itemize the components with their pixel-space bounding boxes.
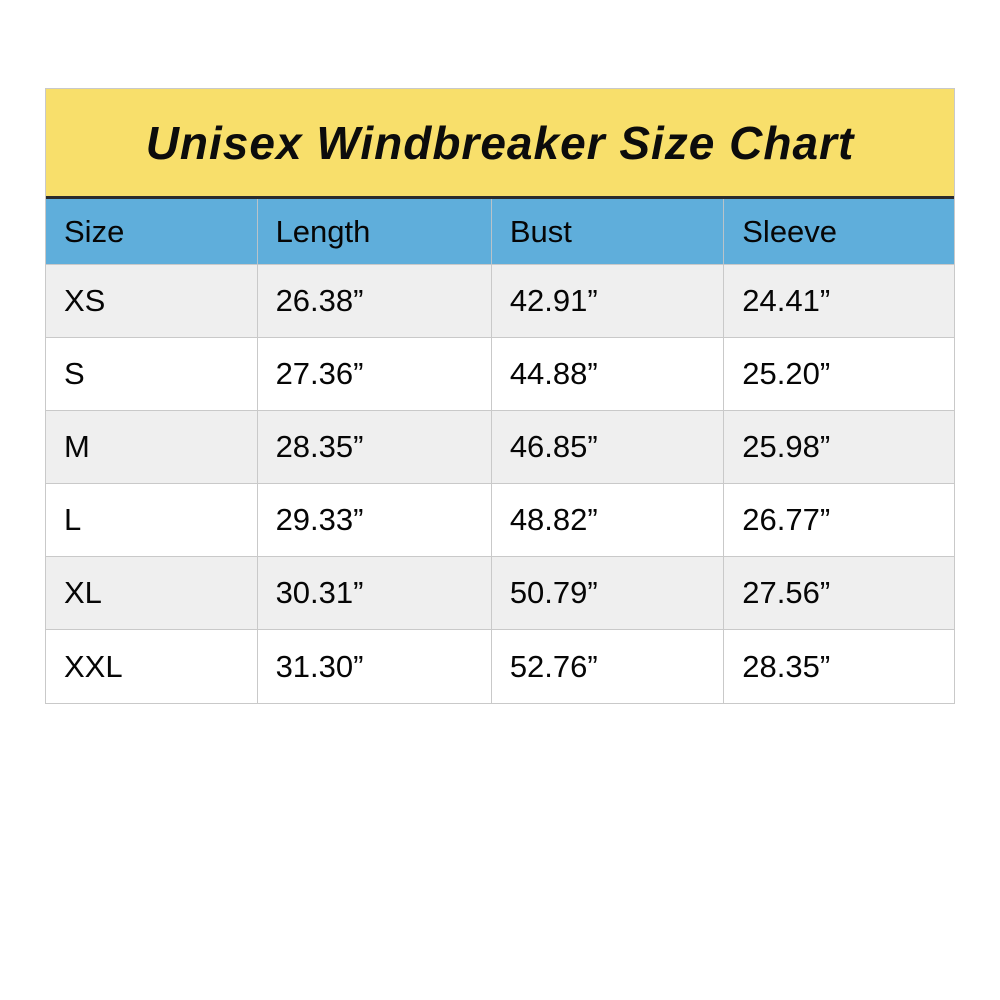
table-row-xxl — [46, 630, 954, 703]
chart-title: Unisex Windbreaker Size Chart — [145, 116, 855, 169]
bust-value: 44.88” — [492, 338, 724, 411]
sleeve-value: 27.56” — [724, 557, 954, 630]
length-value: 27.36” — [258, 338, 492, 411]
length-value: 29.33” — [258, 484, 492, 557]
sleeve-value: 25.98” — [724, 411, 954, 484]
size-label: L — [46, 484, 258, 557]
sleeve-value: 28.35” — [742, 648, 831, 684]
size-label: XS — [46, 265, 258, 338]
length-value: 31.30” — [258, 630, 492, 703]
bust-value: 42.91” — [492, 265, 724, 338]
table-header-row — [46, 199, 954, 265]
table-row-xl — [46, 557, 954, 630]
length-value: 26.38” — [258, 265, 492, 338]
sleeve-value: 24.41” — [724, 265, 954, 338]
column-header-length: Length — [258, 199, 492, 265]
size-chart-table — [45, 88, 955, 704]
bust-value: 50.79” — [492, 557, 724, 630]
table-row-s — [46, 338, 954, 411]
column-header-size: Size — [46, 199, 258, 265]
table-row-m — [46, 411, 954, 484]
column-header-sleeve: Sleeve — [724, 199, 954, 265]
table-row-l — [46, 484, 954, 557]
chart-title-banner — [46, 89, 954, 199]
length-value: 28.35” — [258, 411, 492, 484]
size-label: S — [46, 338, 258, 411]
bust-value: 52.76” — [492, 630, 724, 703]
sleeve-value: 26.77” — [724, 484, 954, 557]
bust-value: 46.85” — [492, 411, 724, 484]
table-row-xs — [46, 265, 954, 338]
sleeve-value: 25.20” — [724, 338, 954, 411]
size-label: XXL — [46, 630, 258, 703]
size-label: M — [46, 411, 258, 484]
size-label: XL — [46, 557, 258, 630]
bust-value: 48.82” — [492, 484, 724, 557]
length-value: 30.31” — [258, 557, 492, 630]
column-header-bust: Bust — [492, 199, 724, 265]
